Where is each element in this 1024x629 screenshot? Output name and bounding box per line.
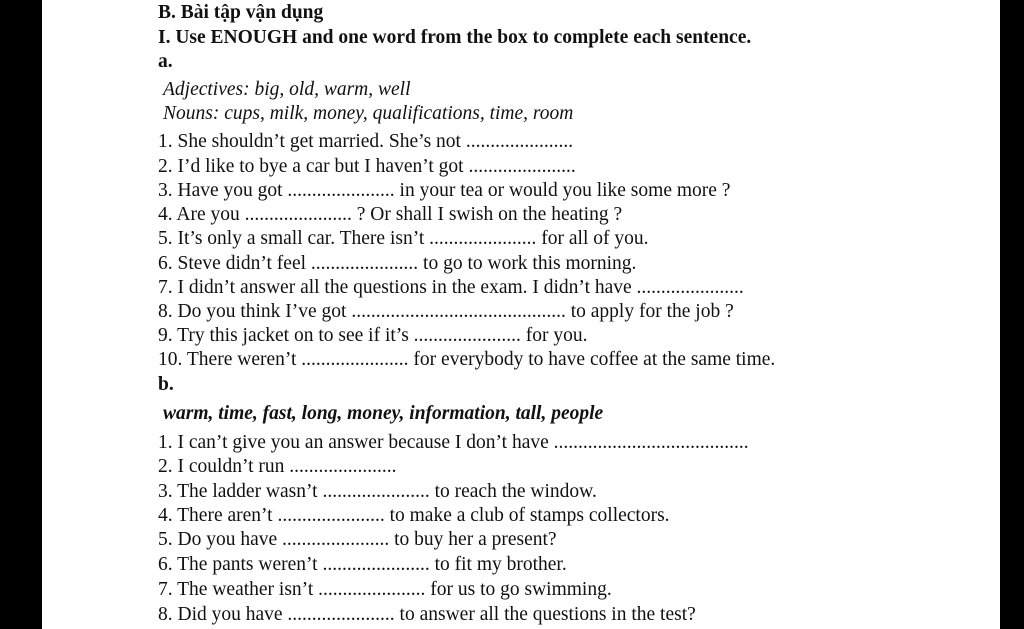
part-a-item: 5. It’s only a small car. There isn’t ...................... for all of you. <box>158 228 649 249</box>
part-a-item: 10. There weren’t ...................... for everybody to have coffee at the same time. <box>158 349 776 370</box>
part-a-item: 2. I’d like to bye a car but I haven’t got ...................... <box>158 156 576 177</box>
part-a-item: 9. Try this jacket on to see if it’s ...................... for you. <box>158 325 588 346</box>
exercise-instruction: I. Use ENOUGH and one word from the box to complete each sentence. <box>158 27 752 48</box>
part-b-label: b. <box>158 374 174 395</box>
part-b-word-box: warm, time, fast, long, money, information, tall, people <box>163 403 604 424</box>
part-a-item: 7. I didn’t answer all the questions in the exam. I didn’t have ...................... <box>158 277 744 298</box>
part-b-item: 6. The pants weren’t ...................... to fit my brother. <box>158 554 567 575</box>
part-b-item: 8. Did you have ...................... to answer all the questions in the test? <box>158 604 696 625</box>
part-a-item: 1. She shouldn’t get married. She’s not ...................... <box>158 131 574 152</box>
part-b-item: 1. I can’t give you an answer because I don’t have ........................................ <box>158 432 749 453</box>
part-a-item: 4. Are you ...................... ? Or shall I swish on the heating ? <box>158 204 623 225</box>
part-a-label: a. <box>158 51 173 72</box>
part-b-item: 2. I couldn’t run ...................... <box>158 456 397 477</box>
part-a-item: 3. Have you got ...................... in your tea or would you like some more ? <box>158 180 731 201</box>
part-b-item: 3. The ladder wasn’t ...................... to reach the window. <box>158 481 597 502</box>
nouns-word-box: Nouns: cups, milk, money, qualifications, time, room <box>163 103 574 124</box>
part-a-item: 8. Do you think I’ve got ............................................ to apply for the job ? <box>158 301 734 322</box>
part-b-item: 5. Do you have ...................... to buy her a present? <box>158 529 557 550</box>
part-b-item: 7. The weather isn’t ...................... for us to go swimming. <box>158 579 612 600</box>
part-b-item: 4. There aren’t ...................... to make a club of stamps collectors. <box>158 505 670 526</box>
adjectives-word-box: Adjectives: big, old, warm, well <box>163 79 411 100</box>
worksheet-page <box>42 0 1000 629</box>
section-title: B. Bài tập vận dụng <box>158 2 324 23</box>
part-a-item: 6. Steve didn’t feel ...................... to go to work this morning. <box>158 253 637 274</box>
